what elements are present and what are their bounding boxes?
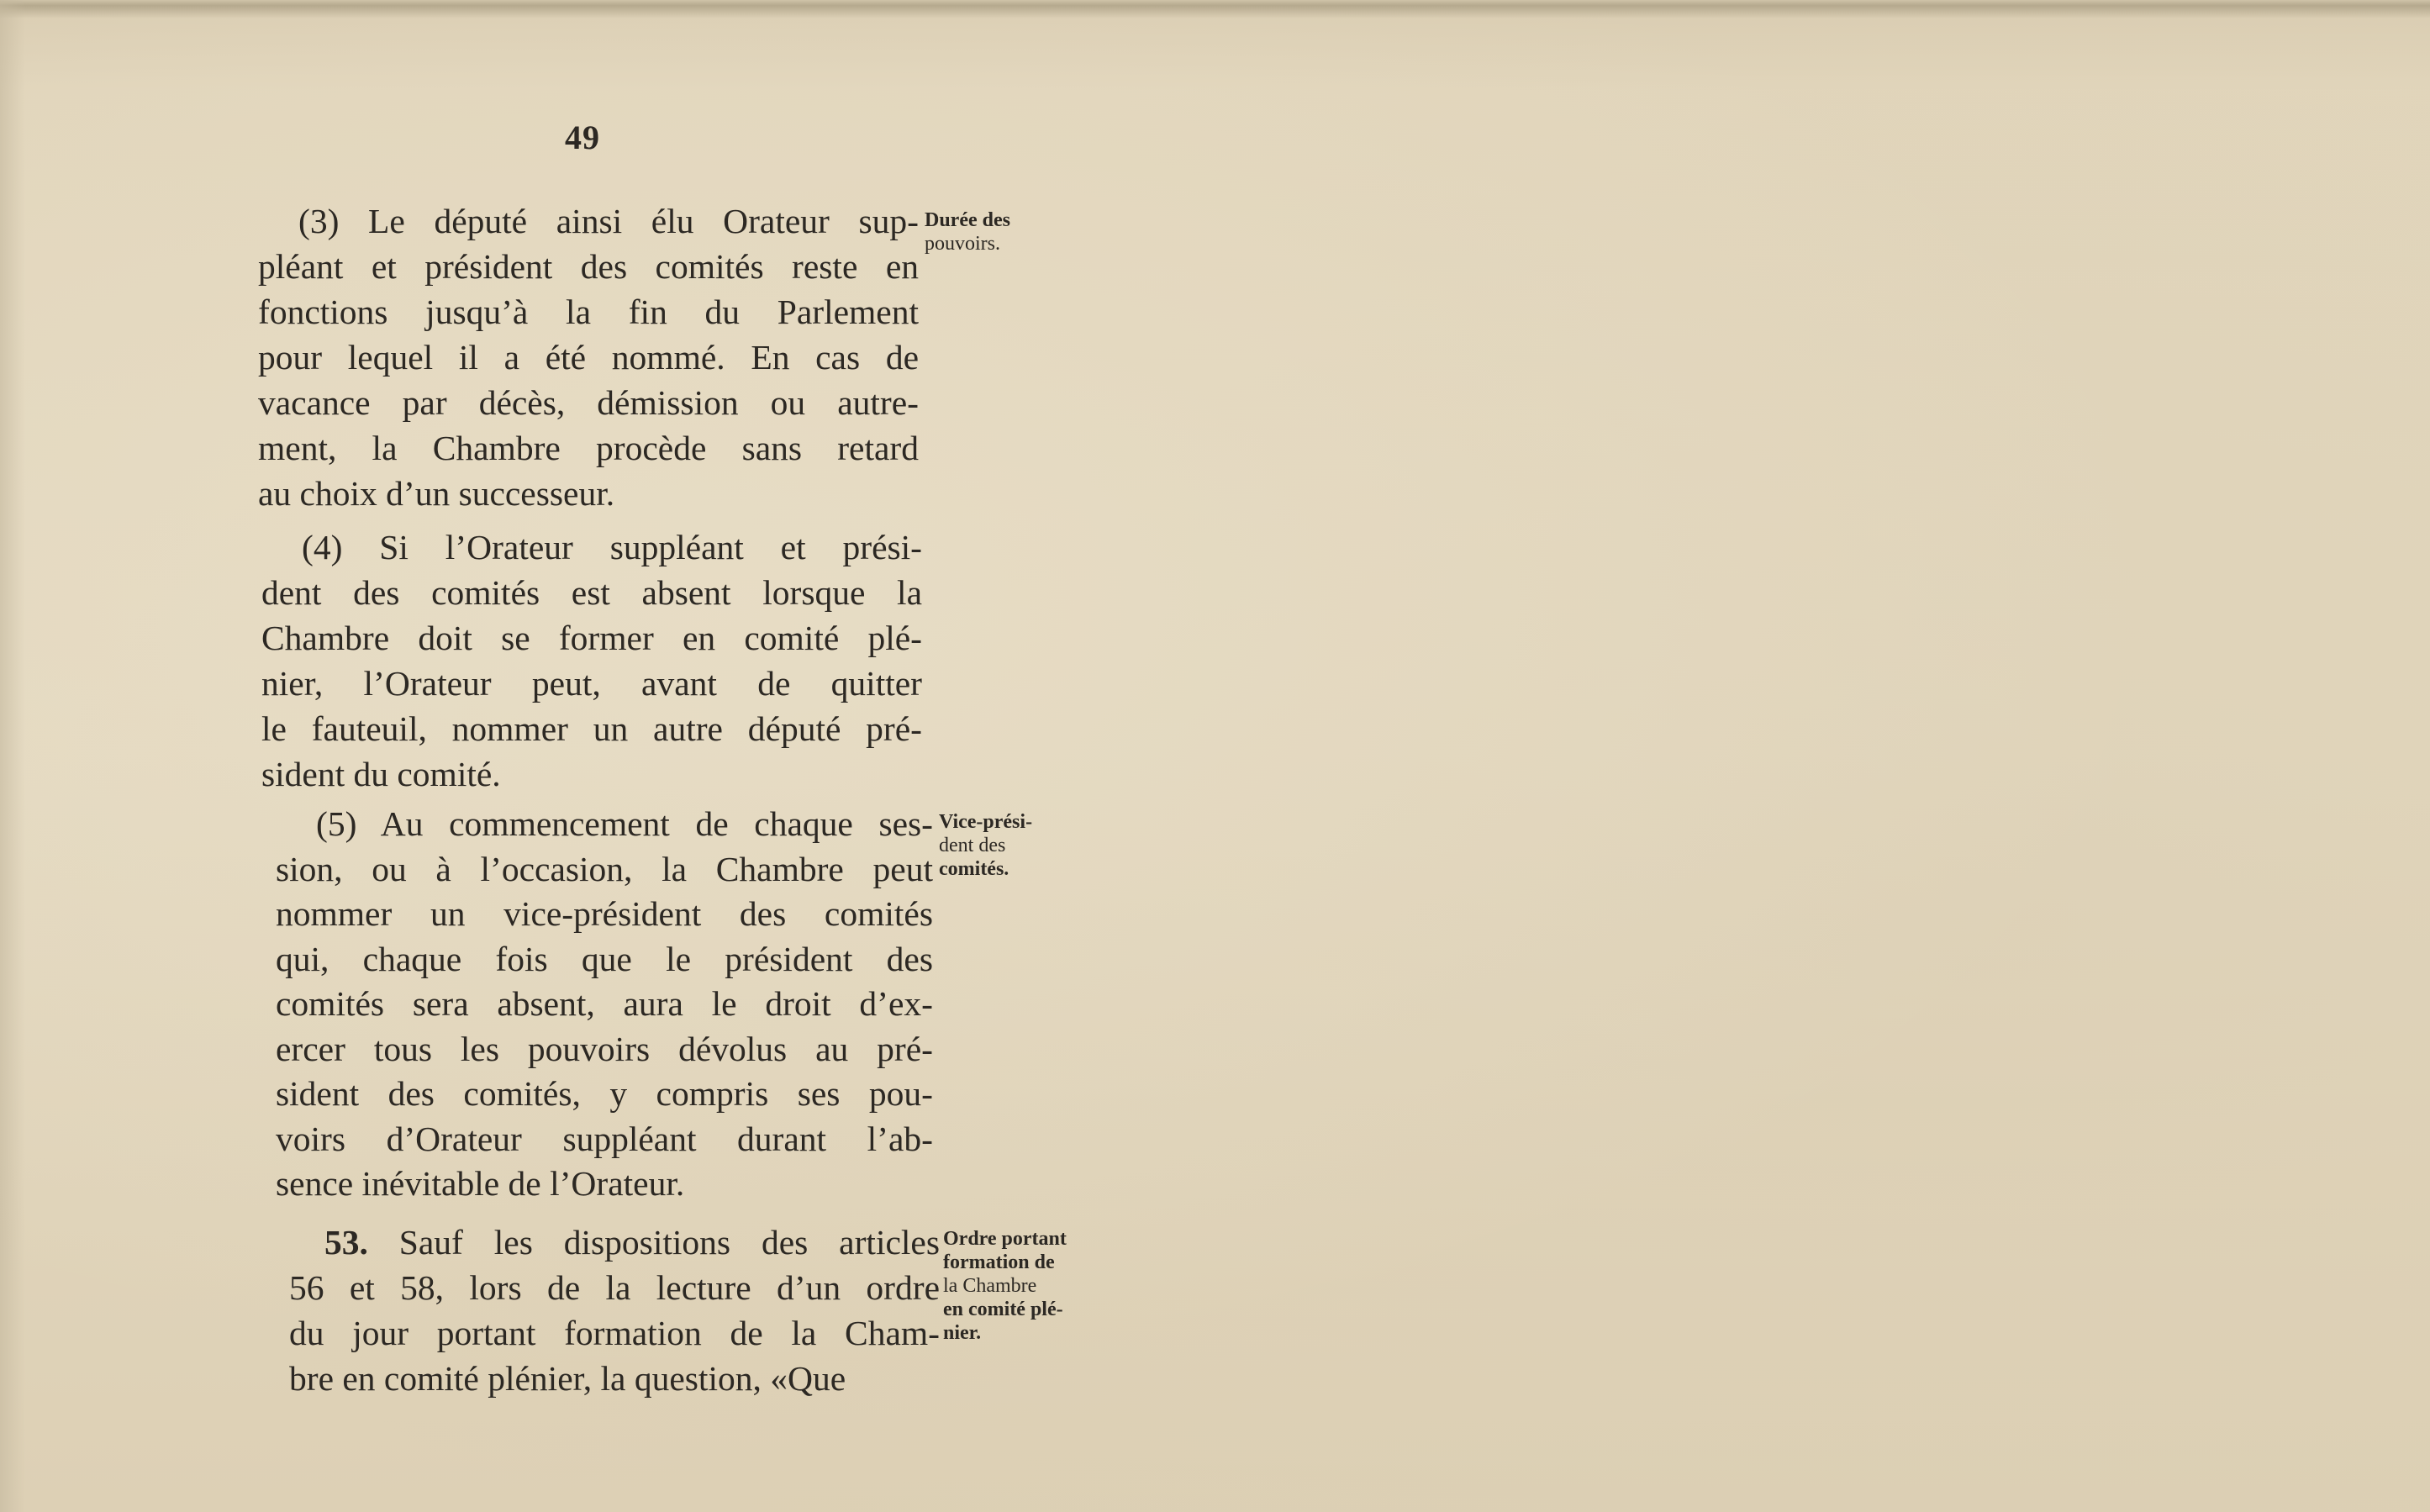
- paragraph-4: [261, 524, 922, 797]
- margin-note-line: Vice-prési-: [939, 811, 1033, 833]
- text-line: [289, 1220, 940, 1265]
- text-line: (3) Le député ainsi élu Orateur sup-: [298, 202, 919, 240]
- text-line: le fauteuil, nommer un autre député pré-: [261, 709, 922, 748]
- text-line: sident des comités, y compris ses pou-: [276, 1074, 933, 1113]
- text-line: fonctions jusqu’à la fin du Parlement: [258, 292, 919, 331]
- text-line: ment, la Chambre procède sans retard: [258, 429, 919, 467]
- margin-note-vice-president: [939, 810, 1032, 881]
- page-number: 49: [565, 119, 600, 156]
- text-line: (5) Au commencement de chaque ses-: [316, 804, 933, 843]
- text-line: nommer un vice-président des comités: [276, 894, 933, 933]
- margin-note-line: nier.: [943, 1322, 982, 1344]
- margin-note-line: dent des: [939, 835, 1006, 856]
- text-line: ercer tous les pouvoirs dévolus au pré-: [276, 1029, 933, 1068]
- text-line-content: Sauf les dispositions des articles: [398, 1223, 940, 1262]
- text-line: sence inévitable de l’Orateur.: [276, 1164, 685, 1203]
- margin-note-line: Ordre portant: [943, 1228, 1067, 1250]
- text-line: vacance par décès, démission ou autre-: [258, 383, 919, 422]
- margin-note-line: comités.: [939, 858, 1009, 880]
- text-line: nier, l’Orateur peut, avant de quitter: [261, 664, 922, 703]
- margin-note-line: pouvoirs.: [925, 233, 1000, 255]
- margin-note-line: en comité plé-: [943, 1299, 1063, 1320]
- text-line: pour lequel il a été nommé. En cas de: [258, 338, 919, 377]
- text-line: pléant et président des comités reste en: [258, 247, 919, 286]
- page-top-shadow: [0, 0, 2430, 18]
- text-line: Chambre doit se former en comité plé-: [261, 619, 922, 657]
- text-line: sion, ou à l’occasion, la Chambre peut: [276, 849, 933, 888]
- text-line: (4) Si l’Orateur suppléant et prési-: [302, 528, 922, 566]
- margin-note-line: Durée des: [925, 209, 1010, 231]
- text-line: sident du comité.: [261, 755, 501, 793]
- text-line: comités sera absent, aura le droit d’ex-: [276, 984, 933, 1023]
- article-53: [289, 1220, 940, 1401]
- text-line: au choix d’un successeur.: [258, 474, 615, 513]
- margin-note-ordre: [943, 1227, 1067, 1345]
- margin-note-line: formation de: [943, 1251, 1055, 1273]
- text-line: dent des comités est absent lorsque la: [261, 573, 922, 612]
- paragraph-5: [276, 802, 933, 1207]
- margin-note-duree: [925, 208, 1010, 256]
- text-line: 56 et 58, lors de la lecture d’un ordre: [289, 1268, 940, 1307]
- margin-note-line: la Chambre: [943, 1275, 1037, 1297]
- page-left-edge: [0, 0, 25, 1512]
- text-line: qui, chaque fois que le président des: [276, 939, 933, 978]
- text-line: bre en comité plénier, la question, «Que: [289, 1359, 846, 1398]
- text-line: du jour portant formation de la Cham-: [289, 1314, 940, 1352]
- paragraph-3: [258, 198, 919, 516]
- article-number: 53.: [324, 1223, 368, 1262]
- text-line: voirs d’Orateur suppléant durant l’ab-: [276, 1119, 933, 1158]
